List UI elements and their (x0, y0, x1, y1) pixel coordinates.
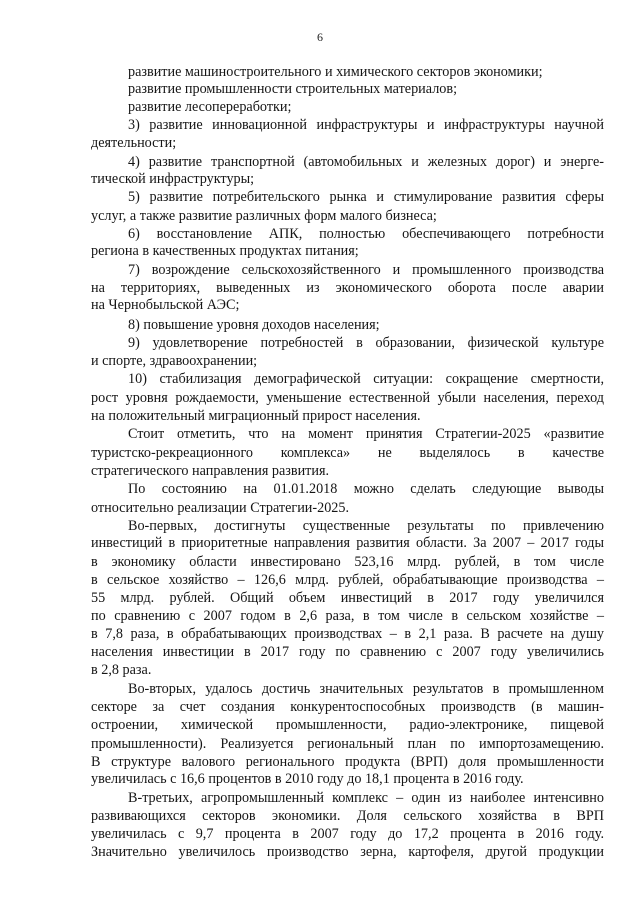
text-line: развивающихся секторов экономики. Доля сельского хозяйства в ВРП (91, 808, 604, 824)
text-line: и спорте, здравоохранении; (91, 353, 258, 369)
text-line: населения инвестиции в 2017 году по сравнению с 2007 году увеличились (91, 644, 604, 660)
text-line: деятельности; (91, 135, 177, 151)
text-line: 6) восстановление АПК, полностью обеспечивающего потребности (128, 226, 604, 242)
text-line: услуг, а также развитие различных форм малого бизнеса; (91, 208, 437, 224)
text-line: Стоит отметить, что на момент принятия Стратегии-2025 «развитие (128, 426, 604, 442)
text-line: 4) развитие транспортной (автомобильных и железных дорог) и энерге- (128, 154, 604, 170)
text-line: В-третьих, агропромышленный комплекс – один из наиболее интенсивно (128, 790, 604, 806)
text-line: тической инфраструктуры; (91, 171, 255, 187)
text-line: 8) повышение уровня доходов населения; (128, 317, 380, 333)
text-line: стратегического направления развития. (91, 463, 330, 479)
text-line: 7) возрождение сельскохозяйственного и промышленного производства (128, 262, 604, 278)
text-line: относительно реализации Стратегии-2025. (91, 500, 350, 516)
text-line: туристско-рекреационного комплекса» не выделялось в качестве (91, 445, 604, 461)
text-line: развитие лесопереработки; (128, 99, 292, 115)
text-line: на территориях, выведенных из экономического оборота после аварии (91, 280, 604, 296)
text-line: 10) стабилизация демографической ситуации: сокращение смертности, (128, 371, 604, 387)
text-line: 55 млрд. рублей. Общий объем инвестиций в 2017 году увеличился (91, 590, 604, 606)
text-line: на положительный миграционный прирост населения. (91, 408, 421, 424)
text-line: Во-первых, достигнуты существенные результаты по привлечению (128, 518, 604, 534)
text-line: Значительно увеличилось производство зерна, картофеля, другой продукции (91, 844, 604, 860)
text-line: рост уровня рождаемости, уменьшение естественной убыли населения, переход (91, 390, 604, 406)
text-line: развитие машиностроительного и химического секторов экономики; (128, 64, 543, 80)
text-line: в сельское хозяйство – 126,6 млрд. рублей, обрабатывающие производства – (91, 572, 604, 588)
text-line: инвестиций в приоритетные направления развития области. За 2007 – 2017 годы (91, 535, 604, 551)
text-line: В структуре валового регионального продукта (ВРП) доля промышленности (91, 754, 604, 770)
text-line: промышленности). Реализуется региональный план по импортозамещению. (91, 736, 604, 752)
text-line: по сравнению с 2007 годом в 2,6 раза, в том числе в сельском хозяйстве – (91, 608, 604, 624)
text-line: Во-вторых, удалось достичь значительных результатов в промышленном (128, 681, 604, 697)
text-line: увеличилась с 9,7 процента в 2007 году до 17,2 процента в 2016 году. (91, 826, 604, 842)
text-line: 3) развитие инновационной инфраструктуры и инфраструктуры научной (128, 117, 604, 133)
text-line: секторе за счет создания конкурентоспособных производств (в машин- (91, 699, 604, 715)
text-line: региона в качественных продуктах питания; (91, 243, 359, 259)
text-line: в 2,8 раза. (91, 662, 152, 678)
text-line: увеличилась с 16,6 процентов в 2010 году до 18,1 процента в 2016 году. (91, 771, 524, 787)
text-line: развитие промышленности строительных материалов; (128, 81, 458, 97)
text-line: По состоянию на 01.01.2018 можно сделать следующие выводы (128, 481, 604, 497)
text-line: в 7,8 раза, в обрабатывающих производствах – в 2,1 раза. В расчете на душу (91, 626, 604, 642)
text-line: 5) развитие потребительского рынка и стимулирование развития сферы (128, 189, 604, 205)
text-line: остроении, химической промышленности, радио-электронике, пищевой (91, 717, 604, 733)
text-line: в экономику области инвестировано 523,16 млрд. рублей, в том числе (91, 554, 604, 570)
page-number: 6 (317, 30, 323, 44)
text-line: на Чернобыльской АЭС; (91, 297, 240, 313)
text-line: 9) удовлетворение потребностей в образовании, физической культуре (128, 335, 604, 351)
